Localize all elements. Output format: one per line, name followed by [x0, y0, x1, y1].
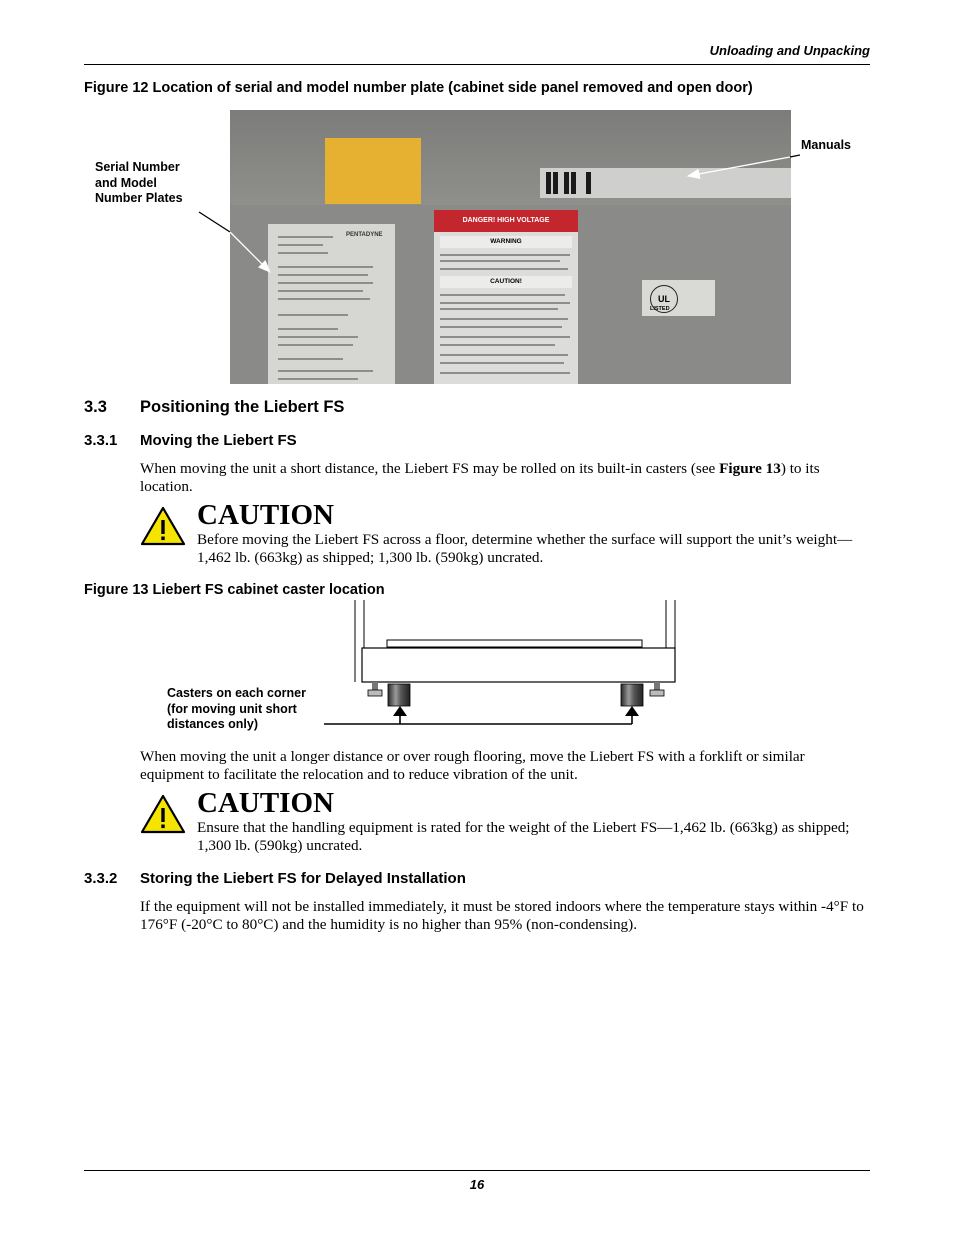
running-header: Unloading and Unpacking [709, 43, 870, 58]
caution-2-title: CAUTION [197, 787, 334, 819]
serial-leader-line [199, 212, 230, 232]
section-3-3-1-heading: 3.3.1 Moving the Liebert FS [84, 432, 297, 449]
figure-13-caption: Figure 13 Liebert FS cabinet caster location [84, 582, 385, 598]
section-3-3-2-heading: 3.3.2 Storing the Liebert FS for Delayed Installation [84, 870, 466, 887]
left-caster [388, 684, 410, 706]
right-caster [621, 684, 643, 706]
ul-listed-text: LISTED [650, 306, 670, 312]
plate-brand: PENTADYNE [346, 232, 383, 238]
caution-warning-icon [140, 794, 186, 834]
page-number: 16 [469, 1177, 485, 1192]
caution-banner: CAUTION! [440, 276, 572, 288]
footer-rule [84, 1170, 870, 1171]
serial-plates-callout: Serial Number and Model Number Plates [95, 160, 183, 205]
serial-arrow [230, 232, 270, 272]
moving-paragraph: When moving the unit a short distance, the Liebert FS may be rolled on its built-in casters (see Figure 13) to its location. [140, 460, 820, 495]
right-leveling-foot [650, 682, 664, 696]
danger-banner: DANGER! HIGH VOLTAGE [434, 210, 578, 232]
caution-1-text: Before moving the Liebert FS across a floor, determine whether the surface will support the unit’s weight—1,462 lb. (663kg) as shipped; 1,300 lb. (590kg) uncrated. [197, 531, 853, 566]
left-leveling-foot [368, 682, 382, 696]
caution-1-title: CAUTION [197, 499, 334, 531]
caution-warning-icon [140, 506, 186, 546]
manuals-callout: Manuals [801, 138, 852, 152]
ul-mark: UL [650, 285, 678, 313]
storing-paragraph: If the equipment will not be installed immediately, it must be stored indoors where the temperature stays within -4°F to 176°F (-20°C to 80°C) and the humidity is no higher than 95% (non-condensing). [140, 898, 864, 933]
figure-12-leader-lines [0, 0, 954, 400]
figure-13-caster-drawing [300, 598, 700, 738]
manuals-arrow [688, 157, 790, 176]
casters-callout: Casters on each corner (for moving unit short distances only) [167, 686, 306, 731]
caution-2-text: Ensure that the handling equipment is rated for the weight of the Liebert FS—1,462 lb. (663kg) as shipped; 1,300 lb. (590kg) uncrated. [197, 819, 850, 854]
figure-13-reference[interactable]: Figure 13 [719, 460, 781, 477]
figure-12-caption: Figure 12 Location of serial and model number plate (cabinet side panel removed and open door) [84, 80, 753, 96]
forklift-paragraph: When moving the unit a longer distance or over rough flooring, move the Liebert FS with a forklift or similar equipment to facilitate the relocation and to reduce vibration of the unit. [140, 748, 805, 783]
section-3-3-heading: 3.3 Positioning the Liebert FS [84, 398, 345, 416]
warning-banner: WARNING [440, 236, 572, 248]
